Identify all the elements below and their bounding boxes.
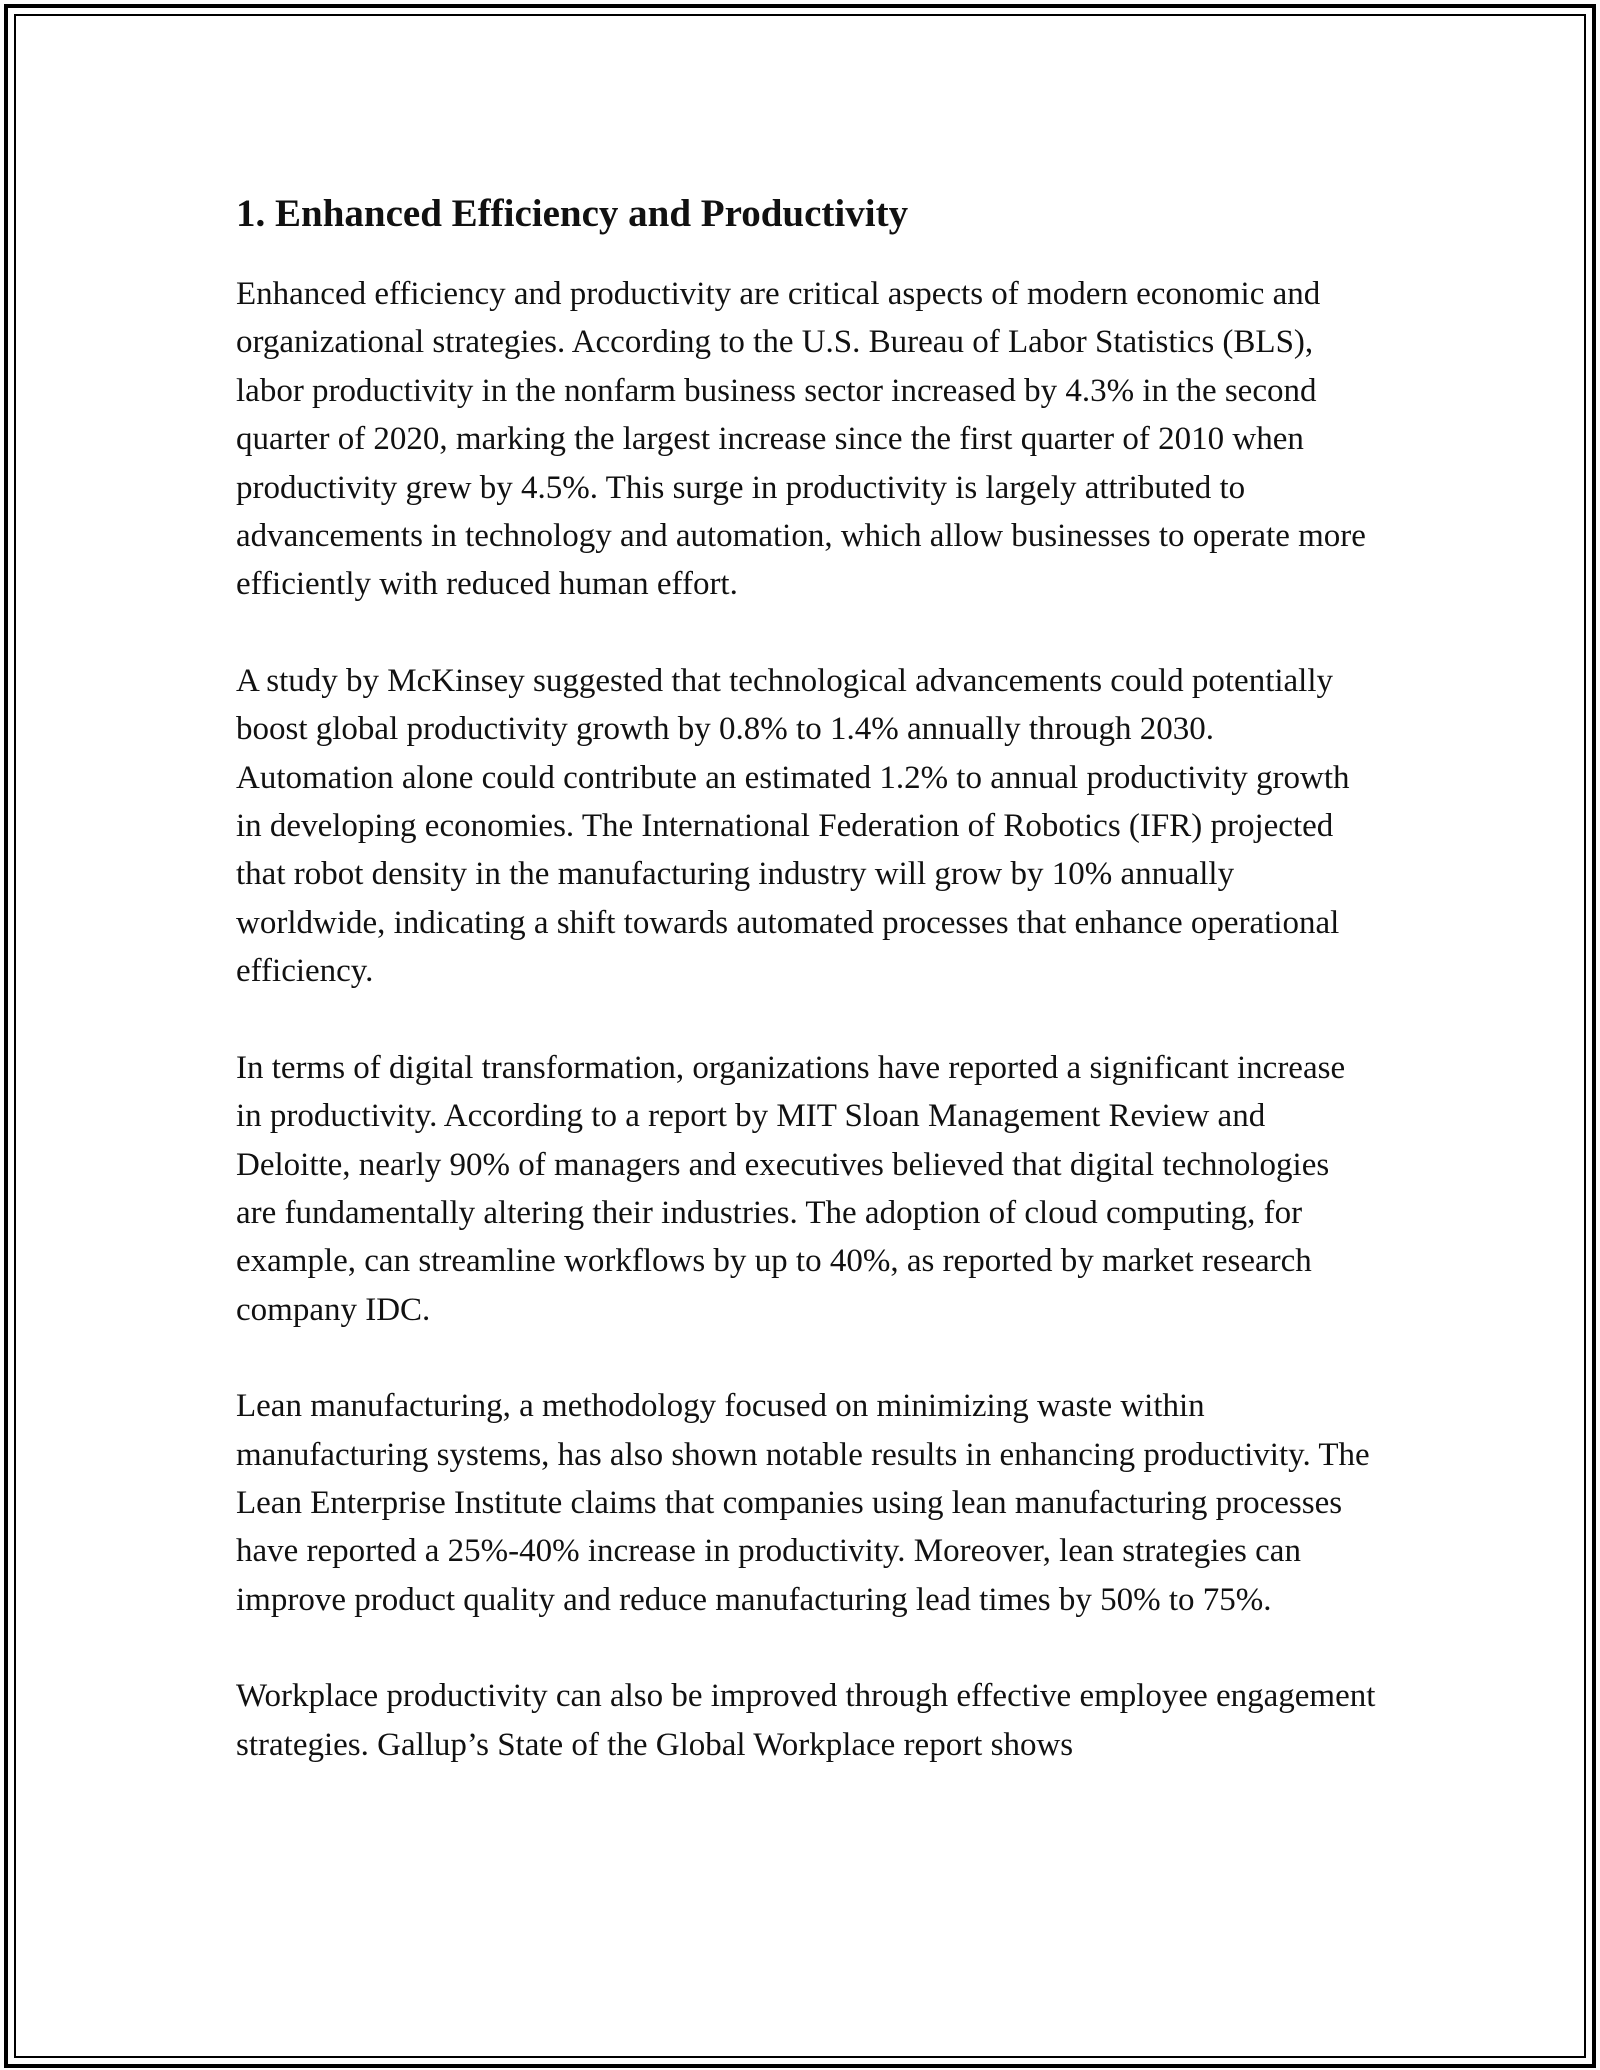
paragraph-5: Workplace productivity can also be improved through effective employee engagement strategies. Gallup’s State of the Global Workplace report shows (236, 1678, 1376, 1763)
paragraph-1: Enhanced efficiency and productivity are critical aspects of modern economic and organizational strategies. According to the U.S. Bureau of Labor Statistics (BLS), labor productivity in the nonfarm business sector increased by 4.3% in the second quarter of 2020, marking the largest increase since the first quarter of 2010 when productivity grew by 4.5%. This surge in productivity is largely attributed to advancements in technology and automation, which allow businesses to operate more efficiently with reduced human effort. (236, 276, 1366, 603)
paragraph-2: A study by McKinsey suggested that technological advancements could potentially boost global productivity growth by 0.8% to 1.4% annually through 2030. Automation alone could contribute an estimated 1.2% to annual productivity growth in developing economies. The International Federation of Robotics (IFR) projected that robot density in the manufacturing industry will grow by 10% annually worldwide, indicating a shift towards automated processes that enhance operational efficiency. (236, 662, 1350, 990)
paragraph-3: In terms of digital transformation, organizations have reported a significant increase in productivity. According to a report by MIT Sloan Management Review and Deloitte, nearly 90% of managers and executives believed that digital technologies are fundamentally altering their industries. The adoption of cloud computing, for example, can streamline workflows by up to 40%, as reported by market research company IDC. (236, 1049, 1346, 1328)
section-heading: 1. Enhanced Efficiency and Productivity (236, 192, 909, 235)
paragraph-4: Lean manufacturing, a methodology focused on minimizing waste within manufacturing systems, has also shown notable results in enhancing productivity. The Lean Enterprise Institute claims that companies using lean manufacturing processes have reported a 25%-40% increase in productivity. Moreover, lean strategies can improve product quality and reduce manufacturing lead times by 50% to 75%. (236, 1388, 1370, 1618)
document-body (236, 188, 1376, 1817)
